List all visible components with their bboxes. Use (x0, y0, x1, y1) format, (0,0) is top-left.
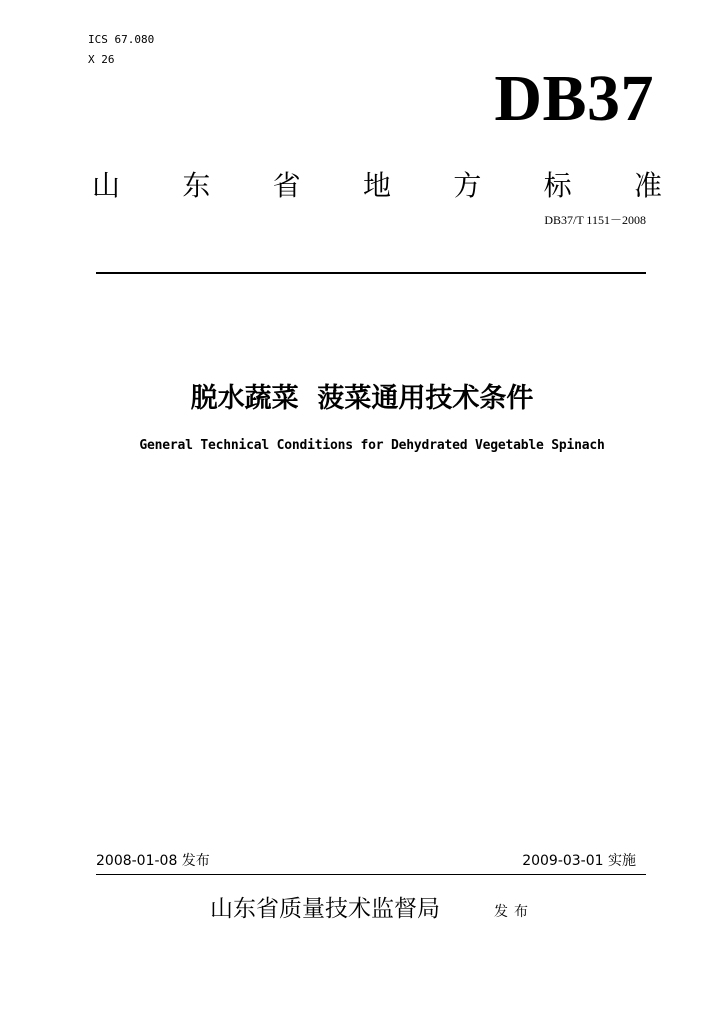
standard-type-char: 地 (362, 169, 391, 202)
implementation-date: 2009-03-01 实施 (522, 853, 636, 869)
standard-type-char: 山 (92, 169, 121, 202)
standard-type-char: 准 (633, 169, 662, 202)
standard-type-char: 省 (272, 169, 301, 202)
standard-number: DB37/T 1151－2008 (544, 213, 646, 227)
standard-code: DB37 (494, 62, 654, 135)
document-title-english: General Technical Conditions for Dehydrated Vegetable Spinach (139, 438, 605, 453)
standard-type-char: 标 (543, 169, 572, 202)
header-divider (96, 272, 646, 274)
standard-type-char: 方 (453, 169, 482, 202)
classification-code: X 26 (88, 53, 115, 66)
standard-type-char: 东 (182, 169, 211, 202)
document-title-chinese: 脱水蔬菜 菠菜通用技术条件 (190, 383, 534, 414)
ics-code: ICS 67.080 (88, 33, 155, 46)
issuing-authority: 山东省质量技术监督局 (210, 896, 440, 922)
issued-label: 发布 (494, 904, 534, 920)
footer-divider (96, 874, 646, 875)
standard-type-heading (92, 166, 662, 206)
issue-date: 2008-01-08 发布 (96, 853, 210, 869)
